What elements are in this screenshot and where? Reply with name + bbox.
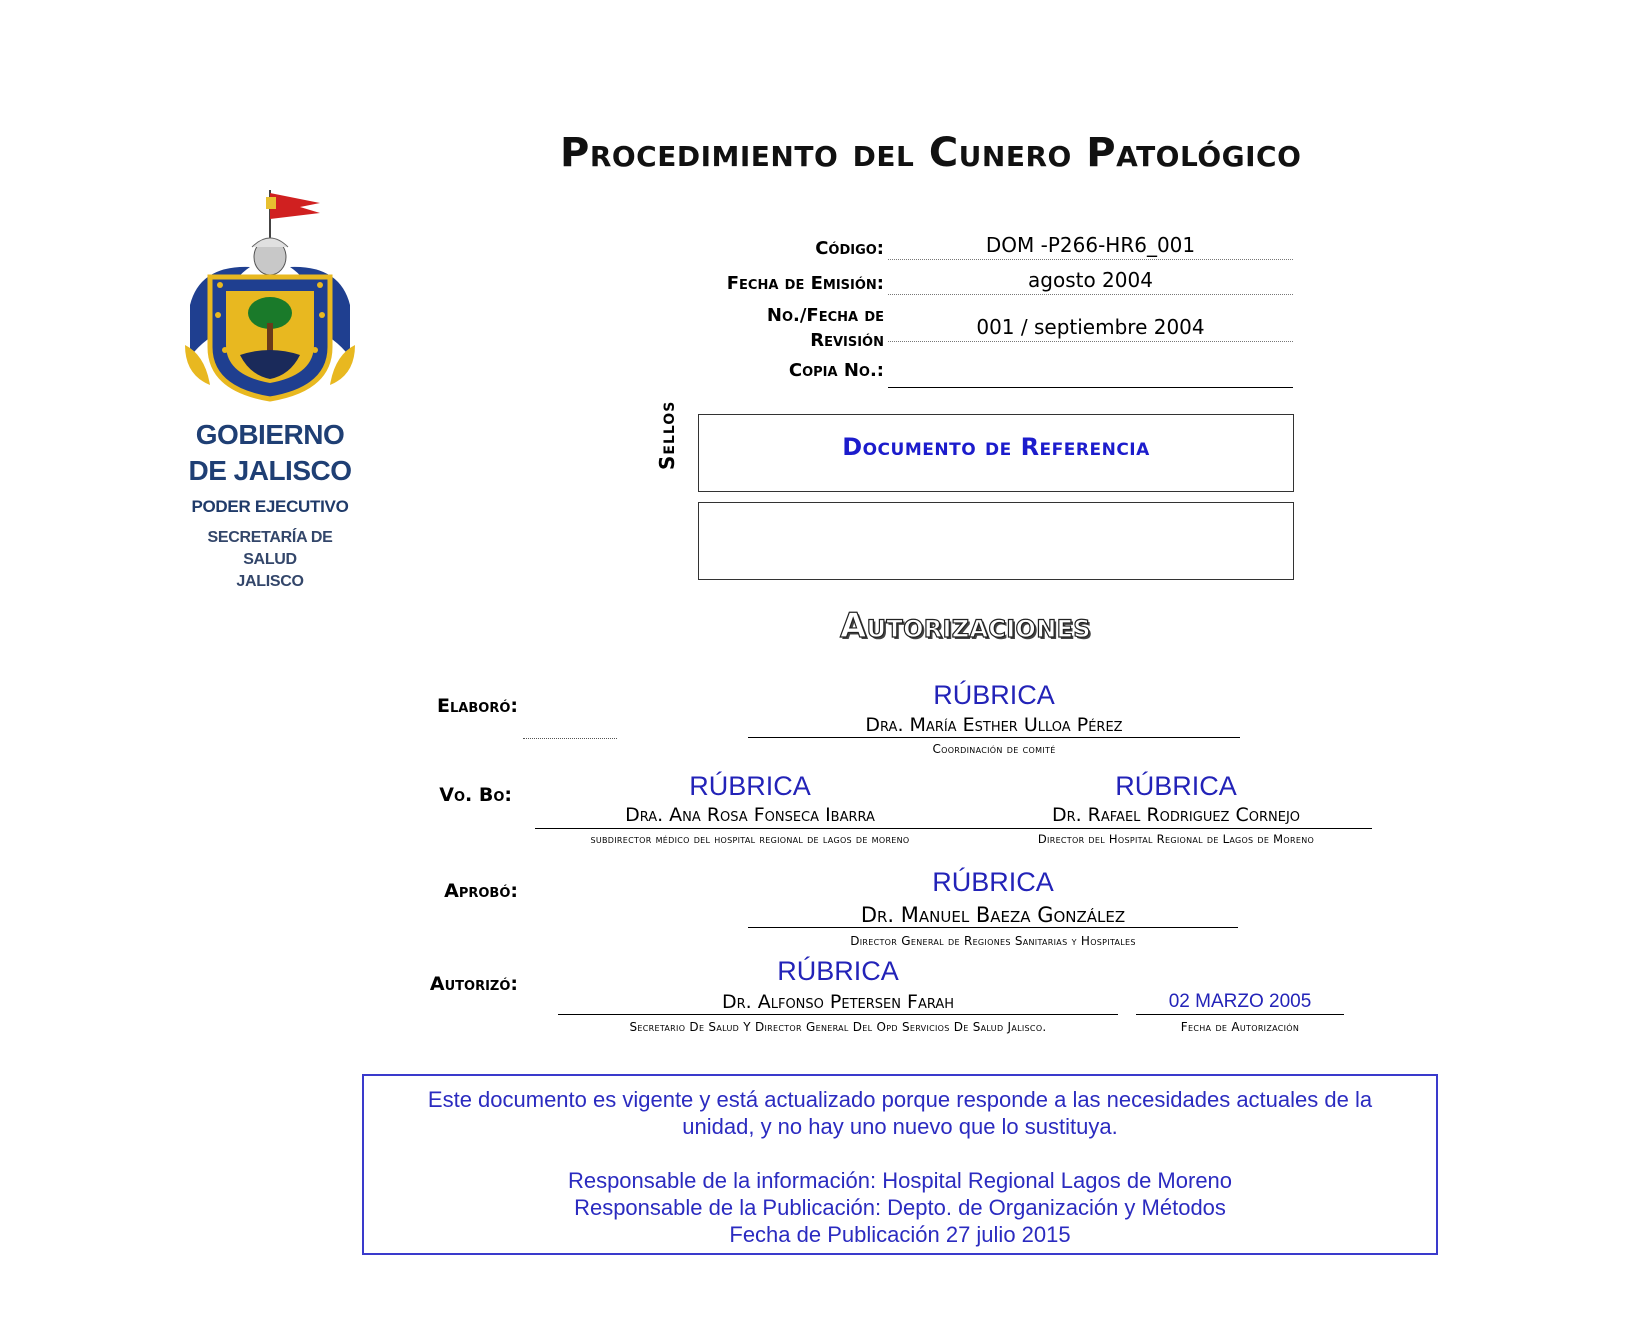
sellos-label: Sellos [655, 400, 679, 470]
aprobo-role: Director General de Regiones Sanitarias y Hospitales [850, 934, 1136, 948]
revision-value: 001 / septiembre 2004 [888, 313, 1293, 342]
elaboro-label: Elaboró: [437, 695, 518, 717]
codigo-label: Código: [815, 238, 884, 259]
gobierno-jalisco-logo [170, 185, 370, 595]
codigo-value: DOM -P266-HR6_001 [888, 231, 1293, 260]
vobo-right-role: Director del Hospital Regional de Lagos de Moreno [1037, 832, 1315, 846]
aprobo-label: Aprobó: [444, 880, 518, 902]
elaboro-rubrica: RÚBRICA [933, 680, 1055, 710]
logo-line-de-jalisco: DE JALISCO [188, 455, 352, 486]
vobo-label: Vo. Bo: [439, 784, 512, 806]
fecha-emision-value: agosto 2004 [888, 266, 1293, 295]
autorizo-label: Autorizó: [429, 973, 518, 995]
logo-line-secretaria: SECRETARÍA DE [207, 529, 333, 546]
aprobo-name: Dr. Manuel Baeza González [748, 903, 1238, 928]
notice-line-5: Fecha de Publicación 27 julio 2015 [729, 1222, 1071, 1247]
vobo-left-role: subdirector médico del hospital regional de lagos de moreno [590, 832, 910, 846]
vobo-left-rubrica: RÚBRICA [689, 771, 811, 801]
authorizations-heading: Autorizaciones [840, 606, 1091, 646]
logo-line-salud: SALUD [243, 551, 297, 568]
reference-stamp-box [698, 414, 1294, 492]
autorizo-rubrica: RÚBRICA [777, 956, 899, 986]
autorizo-date: 02 MARZO 2005 [1136, 990, 1344, 1015]
vobo-right-name: Dr. Rafael Rodriguez Cornejo [1051, 804, 1301, 826]
document-title: Procedimiento del Cunero Patológico [560, 130, 1302, 176]
revision-label-line1: No./Fecha de [766, 305, 884, 326]
vobo-left-name: Dra. Ana Rosa Fonseca Ibarra [625, 804, 875, 826]
notice-line-2: unidad, y no hay uno nuevo que lo sustituya. [682, 1114, 1118, 1139]
copia-label: Copia No.: [788, 360, 884, 381]
notice-line-3: Responsable de la información: Hospital Regional Lagos de Moreno [567, 1168, 1233, 1193]
revision-label-line2: Revisión [810, 330, 884, 351]
revision-label [654, 303, 884, 353]
fecha-emision-label: Fecha de Emisión: [726, 273, 884, 294]
copia-value [888, 359, 1293, 388]
elaboro-dotted-line [523, 738, 617, 739]
elaboro-name: Dra. María Esther Ulloa Pérez [748, 713, 1240, 738]
validity-notice-box [362, 1074, 1438, 1255]
logo-line-gobierno: GOBIERNO [195, 419, 345, 450]
elaboro-role: Coordinación de comité [932, 742, 1056, 756]
autorizo-date-label: Fecha de Autorización [1180, 1020, 1300, 1034]
notice-line-1: Este documento es vigente y está actualizado porque responde a las necesidades actuales de la [427, 1087, 1373, 1112]
logo-line-poder-ejecutivo: PODER EJECUTIVO [191, 497, 349, 516]
autorizo-name: Dr. Alfonso Petersen Farah [558, 990, 1118, 1015]
aprobo-rubrica: RÚBRICA [932, 867, 1054, 897]
vobo-right-rubrica: RÚBRICA [1115, 771, 1237, 801]
notice-line-4: Responsable de la Publicación: Depto. de Organización y Métodos [574, 1195, 1226, 1220]
vobo-signature-line [535, 828, 1372, 829]
empty-stamp-box [698, 502, 1294, 580]
reference-document-text: Documento de Referencia [842, 433, 1150, 461]
coat-of-arms-icon [170, 185, 370, 415]
logo-line-jalisco: JALISCO [236, 573, 304, 590]
autorizo-role: Secretario De Salud Y Director General Del Opd Servicios De Salud Jalisco. [629, 1020, 1047, 1034]
